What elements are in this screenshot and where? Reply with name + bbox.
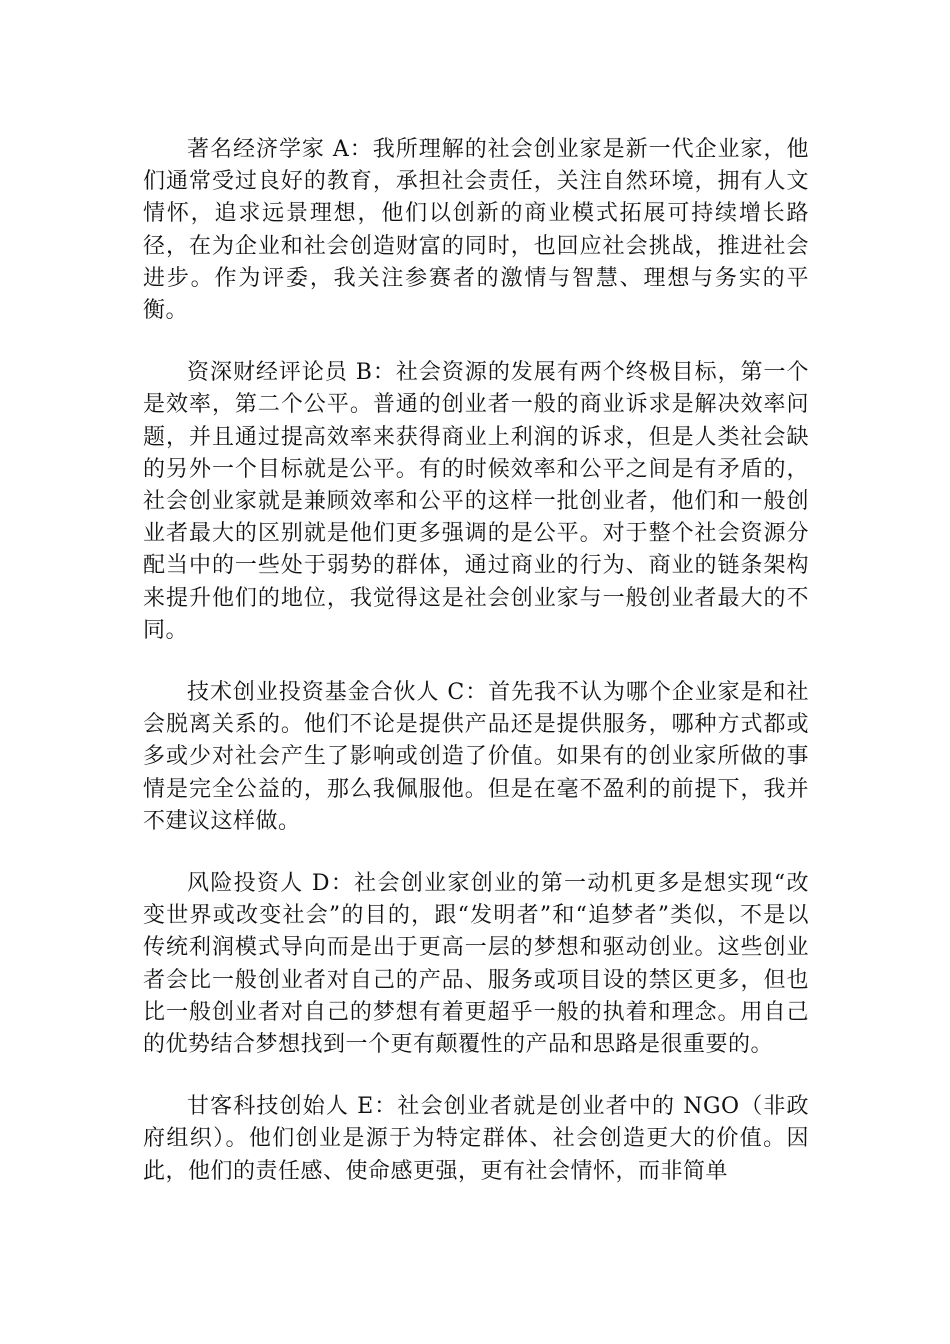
paragraph-commentator-b: 资深财经评论员 B：社会资源的发展有两个终极目标，第一个是效率，第二个公平。普通的创业者一般的商业诉求是解决效率问题，并且通过提高效率来获得商业上利润的诉求，但是人类社会缺的另外一个目标就是公平。有的时候效率和公平之间是有矛盾的，社会创业家就是兼顾效率和公平的这样一批创业者，他们和一般创业者最大的区别就是他们更多强调的是公平。对于整个社会资源分配当中的一些处于弱势的群体，通过商业的行为、商业的链条架构来提升他们的地位，我觉得这是社会创业家与一般创业者最大的不同。 <box>143 360 809 643</box>
paragraph-investor-d: 风险投资人 D：社会创业家创业的第一动机更多是想实现“改变世界或改变社会”的目的，跟“发明者”和“追梦者”类似，不是以传统利润模式导向而是出于更高一层的梦想和驱动创业。这些创业者会比一般创业者对自己的产品、服务或项目设的禁区更多，但也比一般创业者对自己的梦想有着更超乎一般的执着和理念。用自己的优势结合梦想找到一个更有颠覆性的产品和思路是很重要的。 <box>143 871 809 1058</box>
document-body <box>143 134 809 1218</box>
paragraph-expert-a: 著名经济学家 A：我所理解的社会创业家是新一代企业家，他们通常受过良好的教育，承担社会责任，关注自然环境，拥有人文情怀，追求远景理想，他们以创新的商业模式拓展可持续增长路径，在为企业和社会创造财富的同时，也回应社会挑战，推进社会进步。作为评委，我关注参赛者的激情与智慧、理想与务实的平衡。 <box>143 137 809 324</box>
paragraph-founder-e: 甘客科技创始人 E：社会创业者就是创业者中的 NGO（非政府组织）。他们创业是源于为特定群体、社会创造更大的价值。因此，他们的责任感、使命感更强，更有社会情怀，而非简单 <box>143 1094 809 1184</box>
paragraph-partner-c: 技术创业投资基金合伙人 C：首先我不认为哪个企业家是和社会脱离关系的。他们不论是提供产品还是提供服务，哪种方式都或多或少对社会产生了影响或创造了价值。如果有的创业家所做的事情是完全公益的，那么我佩服他。但是在毫不盈利的前提下，我并不建议这样做。 <box>143 680 809 834</box>
